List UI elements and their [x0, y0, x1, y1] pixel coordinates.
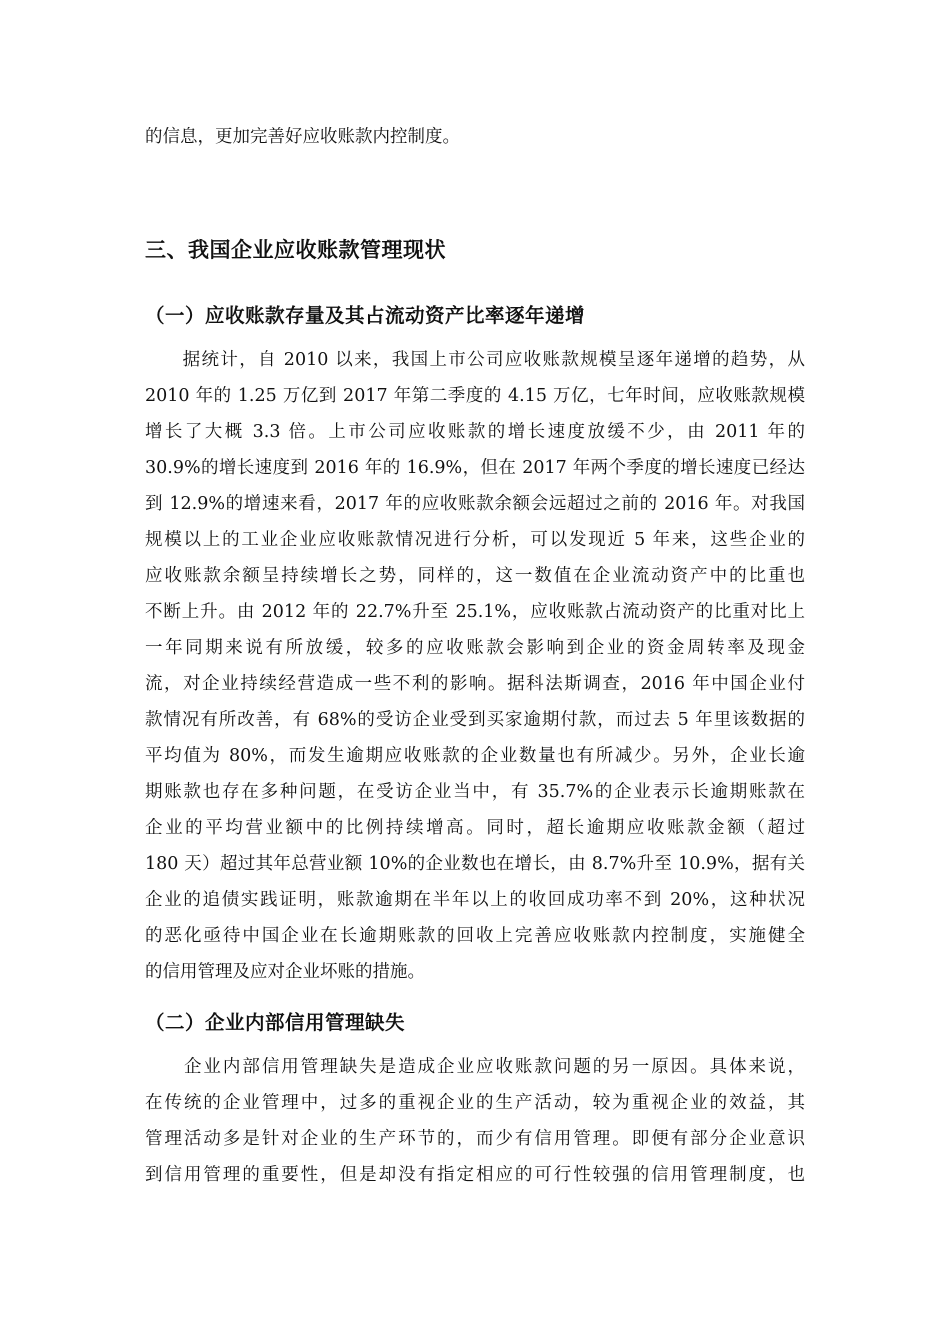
paragraph-line: 企业内部信用管理缺失是造成企业应收账款问题的另一原因。具体来说，: [145, 1057, 805, 1077]
subsection-1-heading: （一）应收账款存量及其占流动资产比率逐年递增: [145, 304, 586, 327]
paragraph-line: 企业的追债实践证明，账款逾期在半年以上的收回成功率不到 20%，这种状况: [145, 890, 805, 910]
paragraph-line: 规模以上的工业企业应收账款情况进行分析，可以发现近 5 年来，这些企业的: [145, 530, 805, 550]
paragraph-line: 增长了大概 3.3 倍。上市公司应收账款的增长速度放缓不少，由 2011 年的: [145, 422, 805, 442]
paragraph-line: 不断上升。由 2012 年的 22.7%升至 25.1%，应收账款占流动资产的比重对比上: [145, 602, 805, 622]
paragraph-line: 平均值为 80%，而发生逾期应收账款的企业数量也有所减少。另外，企业长逾: [145, 746, 805, 766]
paragraph-line: 据统计，自 2010 以来，我国上市公司应收账款规模呈逐年递增的趋势，从: [145, 350, 805, 370]
subsection-2-heading: （二）企业内部信用管理缺失: [145, 1011, 406, 1034]
paragraph-line: 的信用管理及应对企业坏账的措施。: [145, 962, 425, 982]
paragraph-line: 180 天）超过其年总营业额 10%的企业数也在增长，由 8.7%升至 10.9%，据有关: [145, 854, 805, 874]
paragraph-line: 到信用管理的重要性，但是却没有指定相应的可行性较强的信用管理制度，也: [145, 1165, 805, 1185]
intro-line: 的信息，更加完善好应收账款内控制度。: [145, 127, 460, 147]
paragraph-line: 流，对企业持续经营造成一些不利的影响。据科法斯调查，2016 年中国企业付: [145, 674, 805, 694]
paragraph-line: 款情况有所改善，有 68%的受访企业受到买家逾期付款，而过去 5 年里该数据的: [145, 710, 805, 730]
paragraph-line: 企业的平均营业额中的比例持续增高。同时，超长逾期应收账款金额（超过: [145, 818, 805, 838]
paragraph-line: 2010 年的 1.25 万亿到 2017 年第二季度的 4.15 万亿，七年时间，应收账款规模: [145, 386, 805, 406]
paragraph-line: 的恶化亟待中国企业在长逾期账款的回收上完善应收账款内控制度，实施健全: [145, 926, 805, 946]
section-heading: 三、我国企业应收账款管理现状: [145, 238, 446, 262]
paragraph-line: 30.9%的增长速度到 2016 年的 16.9%，但在 2017 年两个季度的增长速度已经达: [145, 458, 805, 478]
paragraph-line: 在传统的企业管理中，过多的重视企业的生产活动，较为重视企业的效益，其: [145, 1093, 805, 1113]
paragraph-line: 期账款也存在多种问题，在受访企业当中，有 35.7%的企业表示长逾期账款在: [145, 782, 805, 802]
paragraph-line: 到 12.9%的增速来看，2017 年的应收账款余额会远超过之前的 2016 年。对我国: [145, 494, 805, 514]
paragraph-line: 一年同期来说有所放缓，较多的应收账款会影响到企业的资金周转率及现金: [145, 638, 805, 658]
paragraph-line: 应收账款余额呈持续增长之势，同样的，这一数值在企业流动资产中的比重也: [145, 566, 805, 586]
paragraph-line: 管理活动多是针对企业的生产环节的，而少有信用管理。即便有部分企业意识: [145, 1129, 805, 1149]
